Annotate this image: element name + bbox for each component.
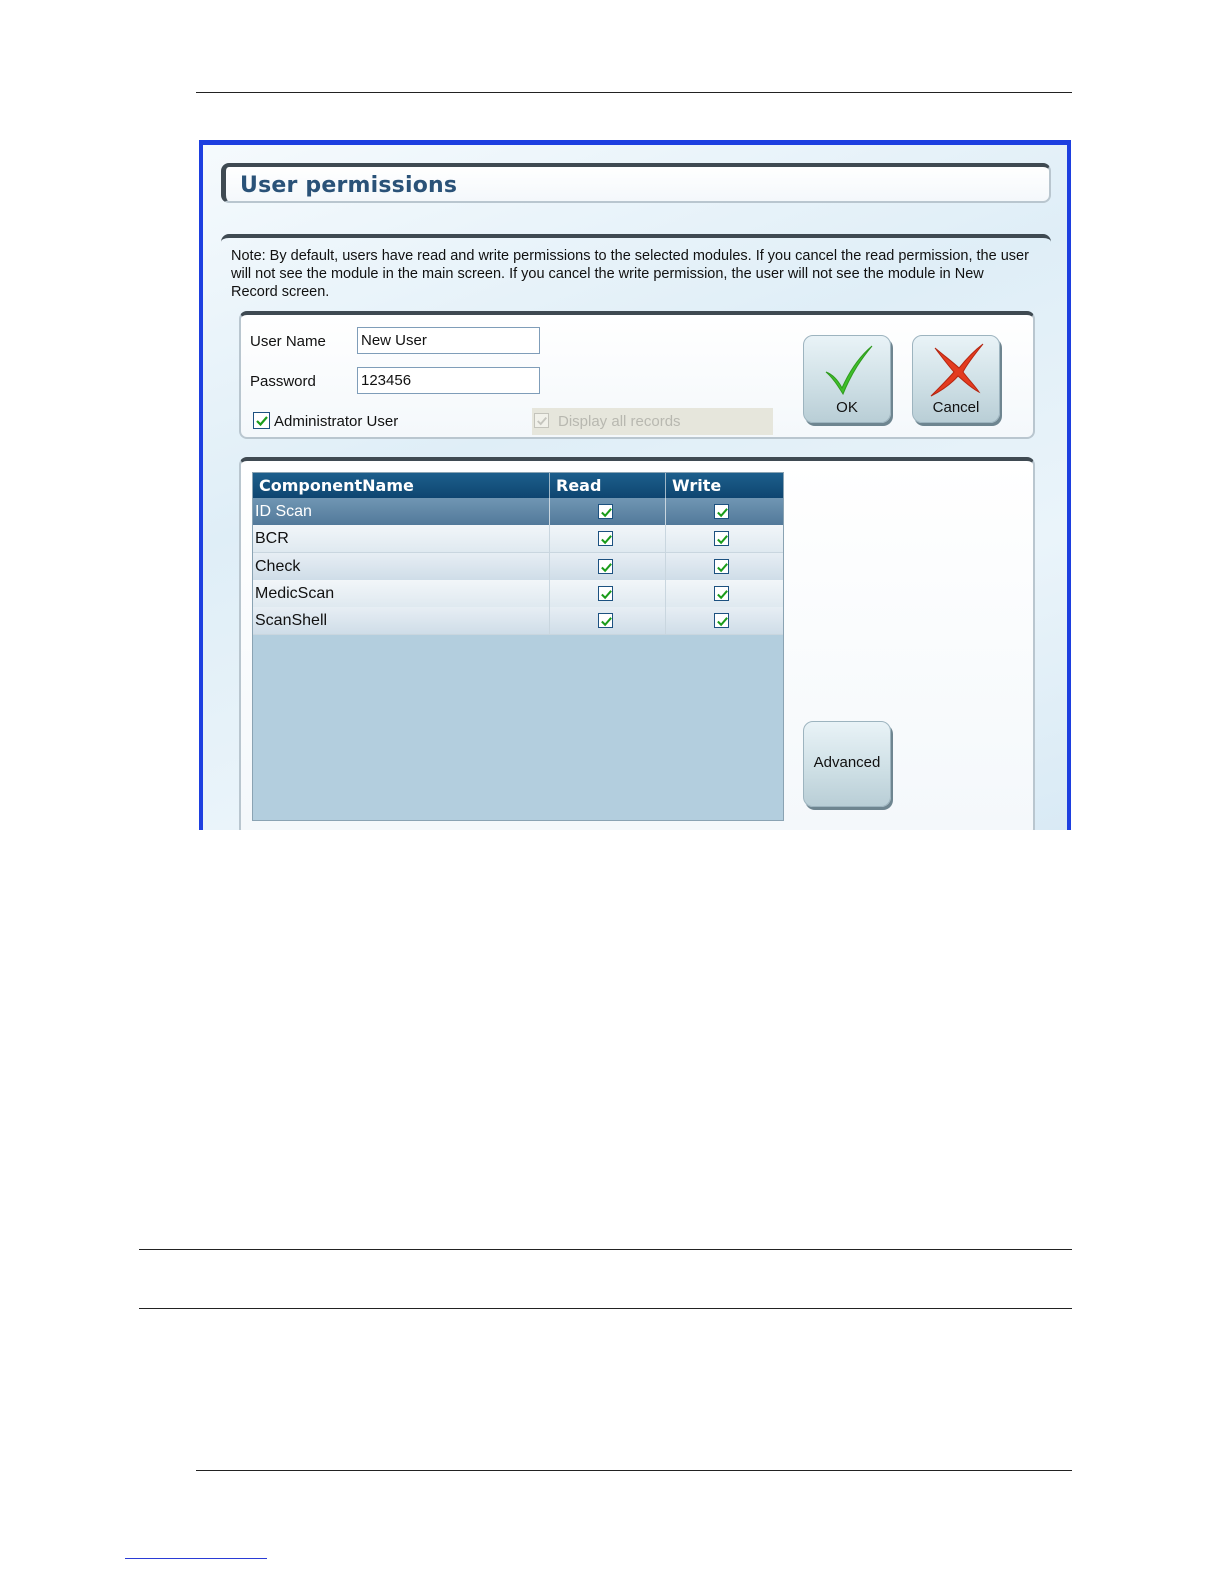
cancel-button[interactable] — [912, 335, 1000, 423]
cancel-label: Cancel — [932, 399, 980, 416]
user-name-label: User Name — [250, 333, 326, 350]
read-checkbox[interactable] — [598, 531, 613, 546]
write-checkbox[interactable] — [714, 559, 729, 574]
read-cell — [550, 498, 666, 525]
write-cell — [666, 498, 783, 525]
component-name-cell: Check — [253, 553, 550, 580]
read-cell — [550, 553, 666, 580]
check-icon — [716, 533, 729, 546]
write-checkbox[interactable] — [714, 531, 729, 546]
grid-header — [253, 473, 783, 498]
check-icon — [716, 506, 729, 519]
column-header-read[interactable]: Read — [550, 473, 666, 498]
check-icon — [600, 588, 613, 601]
check-icon — [255, 414, 269, 428]
display-all-records-label: Display all records — [558, 413, 681, 430]
check-icon — [600, 506, 613, 519]
read-checkbox[interactable] — [598, 504, 613, 519]
ok-label: OK — [836, 399, 858, 416]
advanced-label: Advanced — [813, 754, 881, 771]
check-icon — [600, 561, 613, 574]
read-checkbox[interactable] — [598, 613, 613, 628]
read-checkbox[interactable] — [598, 586, 613, 601]
write-cell — [666, 580, 783, 607]
read-cell — [550, 607, 666, 634]
read-checkbox[interactable] — [598, 559, 613, 574]
table-row[interactable] — [253, 607, 783, 635]
write-cell — [666, 607, 783, 634]
password-input[interactable] — [357, 367, 540, 394]
check-icon — [600, 615, 613, 628]
footer-rule — [196, 1470, 1072, 1471]
check-icon — [716, 615, 729, 628]
cancel-x-icon — [927, 342, 987, 398]
component-name-cell: ScanShell — [253, 607, 550, 634]
table-row[interactable] — [253, 580, 783, 608]
dialog-title: User permissions — [240, 173, 458, 198]
column-header-component-name[interactable]: ComponentName — [253, 473, 550, 498]
user-permissions-window — [199, 140, 1071, 830]
table-row[interactable] — [253, 498, 783, 526]
administrator-checkbox[interactable] — [253, 412, 270, 429]
check-icon — [716, 561, 729, 574]
write-cell — [666, 553, 783, 580]
display-all-records-checkbox[interactable] — [534, 413, 549, 428]
read-cell — [550, 580, 666, 607]
password-label: Password — [250, 373, 316, 390]
table-row[interactable] — [253, 553, 783, 581]
title-bar — [221, 163, 1051, 203]
permissions-grid[interactable] — [252, 472, 784, 821]
ok-button[interactable] — [803, 335, 891, 423]
user-name-input[interactable] — [357, 327, 540, 354]
write-cell — [666, 525, 783, 552]
check-icon — [716, 588, 729, 601]
header-rule — [196, 92, 1072, 93]
administrator-label: Administrator User — [274, 413, 399, 430]
section-rule-bottom — [139, 1308, 1072, 1309]
check-icon — [600, 533, 613, 546]
footnote-link-rule — [125, 1558, 267, 1559]
advanced-button[interactable] — [803, 721, 891, 807]
section-rule-top — [139, 1249, 1072, 1250]
checkmark-icon — [822, 342, 878, 398]
check-icon — [536, 415, 548, 427]
write-checkbox[interactable] — [714, 613, 729, 628]
table-row[interactable] — [253, 525, 783, 553]
component-name-cell: BCR — [253, 525, 550, 552]
read-cell — [550, 525, 666, 552]
column-header-write[interactable]: Write — [672, 476, 722, 495]
component-name-cell: ID Scan — [253, 498, 550, 525]
component-name-cell: MedicScan — [253, 580, 550, 607]
write-checkbox[interactable] — [714, 586, 729, 601]
permissions-note: Note: By default, users have read and write permissions to the selected modules. If you cancel the read permission, the user will not see the module in the main screen. If you cancel the write permission, the user will not see the module in New Record screen. — [231, 248, 1029, 300]
write-checkbox[interactable] — [714, 504, 729, 519]
